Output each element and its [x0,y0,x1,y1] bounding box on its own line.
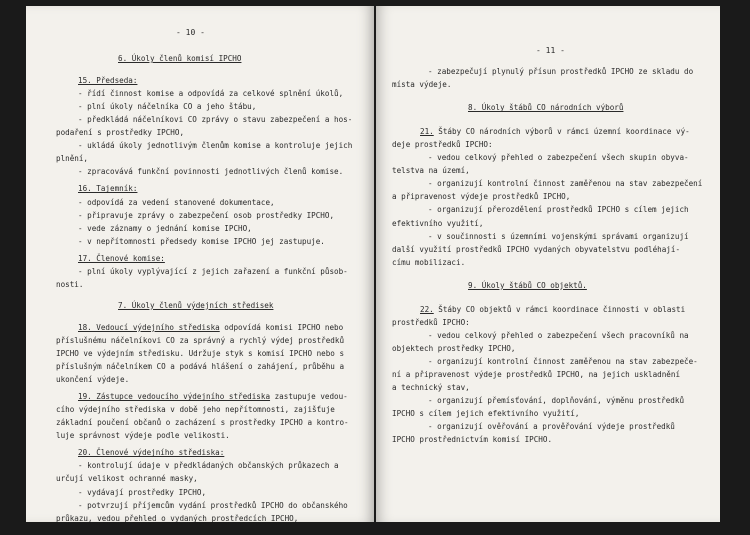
subsection-label-text: 15. Předseda: [78,76,138,86]
list-item: - řídí činnost komise a odpovídá za celkové splnění úkolů, [78,89,344,99]
text-line: další využití prostředků IPCHO vydaných obyvatelstvu podléhají- [392,244,681,254]
text-line: plnění, [56,154,89,164]
paragraph-lead: 19. Zástupce vedoucího výdejního střediska [78,392,271,402]
page-number: - 10 - [176,28,205,37]
list-item: - organizují přemísťování, doplňování, výměnu prostředků [428,396,685,406]
list-item: - odpovídá za vedení stanovené dokumentace, [78,197,275,207]
text-line: telstva na území, [392,166,470,176]
text-line: a technický stav, [392,383,470,393]
paragraph-start [420,127,690,137]
text-line: nosti. [56,279,84,289]
list-item: - zpracovává funkční povinnosti jednotlivých členů komise. [78,167,344,177]
list-item: - vedou celkový přehled o zabezpečení všech pracovníků na [428,330,689,340]
list-item: - připravuje zprávy o zabezpečení osob prostředky IPCHO, [78,210,335,220]
text-line: efektivního využití, [392,218,484,228]
subsection-label-text: 17. Členové komise: [78,253,165,263]
list-item: - organizují kontrolní činnost zaměřenou na stav zabezpeče- [428,356,698,366]
heading-text: 6. Úkoly členů komisí IPCHO [118,54,242,63]
text-line: a připravenost výdeje prostředků IPCHO, [392,192,571,202]
text-line: příslušnému náčelníkovi CO za správný a rychlý výdej prostředků [56,335,345,345]
list-item: - vydávají prostředky IPCHO, [78,487,207,497]
text-line: prostředků IPCHO: [392,317,470,327]
subsection-label [78,254,165,264]
text-line: címu mobilizaci. [392,257,466,267]
heading-text: 8. Úkoly štábů CO národních výborů [468,103,624,113]
section-heading [118,301,273,311]
subsection-label-text: 20. Členové výdejního střediska: [78,448,225,458]
list-item: - potvrzují příjemcům vydání prostředků IPCHO do občanského [78,500,348,510]
subsection-label [78,184,137,194]
text-line: objektech prostředky IPCHO, [392,343,516,353]
text-line: cího výdejního střediska v době jeho nepřítomnosti, zajišťuje [56,405,335,415]
text-line: IPCHO s cílem jejich efektivního využití, [392,409,580,419]
list-item: - vedou celkový přehled o zabezpečení všech skupin obyva- [428,153,689,163]
text-line: ní a připravenost výdeje prostředků IPCHO, na jejich uskladnění [392,370,681,379]
list-item: - v nepřítomnosti předsedy komise IPCHO jej zastupuje. [78,236,325,246]
list-item: - ukládá úkoly jednotlivým členům komise a kontroluje jejich [78,141,353,151]
list-item: - organizují ověřování a prověřování výdeje prostředků [428,422,675,432]
heading-text: 9. Úkoly štábů CO objektů. [468,280,587,290]
paragraph-lead: 22. [420,304,434,314]
paragraph-start [78,323,343,333]
list-item: - organizují přerozdělení prostředků IPCHO s cílem jejich [428,205,689,215]
text-line: IPCHO ve výdejním středisku. Udržuje styk s komisí IPCHO nebo s [56,349,345,358]
list-item: - vede záznamy o jednání komise IPCHO, [78,223,252,233]
subsection-label [78,76,137,86]
text-line: průkazu, vedou přehled o vydaných prostředcích IPCHO, [56,513,299,522]
section-heading [468,281,587,291]
subsection-label [78,448,224,458]
paragraph-text: Štáby CO národních výborů v rámci územní koordinace vý- [433,127,690,137]
list-item: - organizují kontrolní činnost zaměřenou na stav zabezpečení [428,179,703,189]
right-page [376,6,720,522]
paragraph-start [78,392,348,402]
list-item: - předkládá náčelníkovi CO zprávy o stavu zabezpečení a hos- [78,115,353,125]
paragraph-start [420,305,685,315]
left-page [26,6,374,522]
text-line: příslušným náčelníkem CO a podává hlášení o zahájení, průběhu a [56,362,345,372]
text-line: ukončení výdeje. [56,375,130,385]
paragraph-text: Štáby CO objektů v rámci koordinace činnosti v oblasti [433,304,686,314]
text-line: IPCHO prostřednictvím komisí IPCHO. [392,435,553,445]
list-item: - kontrolují údaje v předkládaných občanských průkazech a [78,461,339,471]
text-line: deje prostředků IPCHO: [392,140,493,150]
text-line: základní poučení občanů o zacházení s prostředky IPCHO a kontro- [56,418,349,428]
paragraph-text: odpovídá komisi IPCHO nebo [219,322,344,332]
list-item: - zabezpečují plynulý přísun prostředků IPCHO ze skladu do [428,67,694,76]
section-heading [118,54,241,64]
page-number: - 11 - [536,46,565,55]
heading-text: 7. Úkoly členů výdejních středisek [118,300,274,310]
text-line: místa výdeje. [392,80,452,90]
text-line: podaření s prostředky IPCHO, [56,128,185,138]
text-line: luje správnost výdeje podle velikosti. [56,431,230,441]
subsection-label-text: 16. Tajemník: [78,184,138,194]
list-item: - plní úkoly náčelníka CO a jeho štábu, [78,102,257,112]
paragraph-lead: 21. [420,127,434,137]
paragraph-text: zastupuje vedou- [270,392,348,402]
paragraph-lead: 18. Vedoucí výdejního střediska [78,322,220,332]
text-line: určují velikost ochranné masky, [56,474,198,484]
list-item: - plní úkoly vyplývající z jejich zařazení a funkční působ- [78,266,348,276]
list-item: - v součinnosti s územními vojenskými správami organizují [428,231,689,241]
section-heading [468,103,623,113]
